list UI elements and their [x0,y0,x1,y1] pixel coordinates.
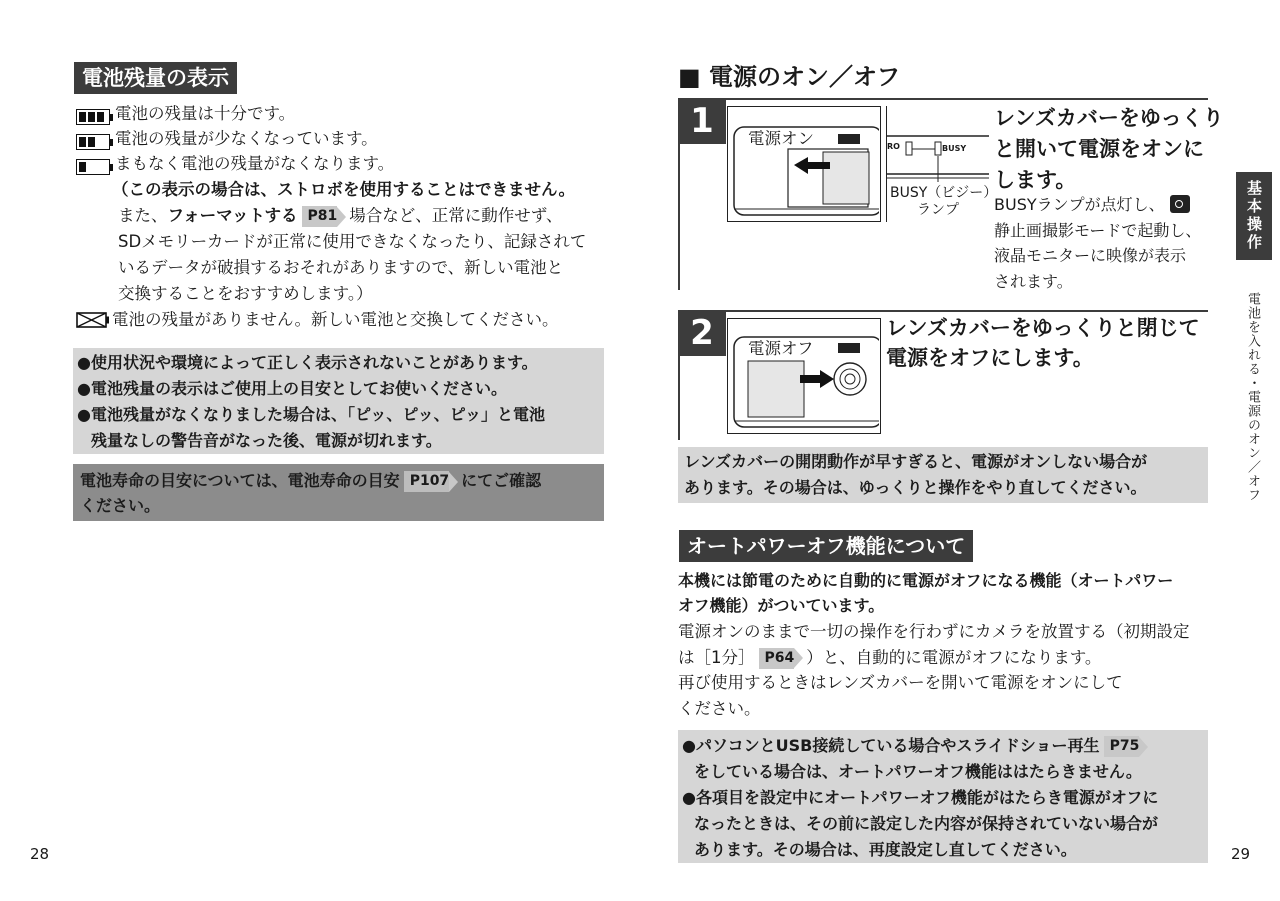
step-1-text-line [994,192,1201,218]
battery-row-half [76,126,378,152]
lamp-label-ro: RO [887,142,900,151]
battery-row-empty [76,307,559,333]
step-1-text-fragment: BUSYランプが点灯し、 [994,195,1165,214]
battery-life-text: 電池寿命の目安については、電池寿命の目安 [80,471,400,490]
step-1-text-line: されます。 [994,271,1073,291]
camera-label-power-off: 電源オフ [748,339,814,358]
auto-text-line [678,645,1190,671]
battery-life-line-2: ください。 [80,496,161,515]
step-1-rule-vertical [678,98,680,290]
page-title: ■ 電源のオン／オフ [678,63,901,91]
battery-full-icon [76,109,113,125]
note-item: 残量なしの警告音がなった後、電源が切れます。 [91,431,442,450]
format-term: フォーマットする [167,206,298,225]
caution-line-3: SDメモリーカードが正常に使用できなくなったり、記録されて [118,232,587,251]
note-item: ●電池残量の表示はご使用上の目安としてお使いください。 [77,379,507,398]
battery-empty-icon [76,312,110,328]
note-item [682,733,1143,760]
battery-life-line-1 [80,468,541,493]
busy-lamp-illustration [886,106,998,222]
auto-text-fragment: は［1分］ [678,647,755,667]
note-item: ●各項目を設定中にオートパワーオフ機能がはたらき電源がオフに [682,788,1159,807]
battery-row-full [76,101,295,127]
step-1-rule-top [678,98,1208,100]
battery-low-icon [76,159,113,175]
lamp-caption-lamp: ランプ [917,202,959,218]
page-ref-p81[interactable]: P81 [302,206,338,227]
auto-lead-line: 本機には節電のために自動的に電源がオフになる機能（オートパワー [678,571,1174,590]
note-item: をしている場合は、オートパワーオフ機能ははたらきません。 [694,762,1142,781]
step-1-text [994,192,1201,294]
section-heading-auto-power-off: オートパワーオフ機能について [679,530,973,562]
step-1-text-line: 液晶モニターに映像が表示 [994,246,1187,265]
note-box-battery [73,348,604,454]
slideshow-term: スライドショー再生 [956,736,1100,755]
note-box-auto-power-off [678,730,1208,863]
camera-label-power-on: 電源オン [748,129,814,148]
still-camera-mode-icon [1170,195,1190,213]
battery-half-icon [76,134,113,150]
page-ref-p107[interactable]: P107 [404,471,449,492]
battery-row-text: 電池の残量は十分です。 [115,104,296,123]
step-1-heading-line: します。 [994,168,1077,192]
side-chapter-text: 電池を入れる・電源のオン／オフ [1245,292,1260,502]
step-2-heading-line: レンズカバーをゆっくりと閉じて [886,316,1200,340]
lamp-caption-busy: BUSY（ビジー） [890,185,998,201]
auto-power-off-text [678,619,1190,721]
camera-open-drawing [728,107,879,220]
auto-text-line: 再び使用するときはレンズカバーを開いて電源をオンにして [678,673,1123,692]
note-item: ●電池残量がなくなりました場合は、「ピッ、ピッ、ピッ」と電池 [77,405,546,424]
note-item: あります。その場合は、ゆっくりと操作をやり直してください。 [684,478,1147,497]
step-1-text-line: 静止画撮影モードで起動し、 [994,220,1202,240]
caution-text: また、 [118,206,168,225]
step-2-heading [886,313,1200,373]
step-number-1: 1 [678,98,726,144]
auto-text-fragment: ）と、自動的に電源がオフになります。 [806,647,1102,667]
battery-row-text: 電池の残量がありません。新しい電池と交換してください。 [112,310,559,329]
caution-text: 場合など、正常に動作せず、 [349,206,563,225]
page-ref-p75[interactable]: P75 [1104,736,1140,757]
section-heading-battery: 電池残量の表示 [74,62,237,94]
page-number-left: 28 [30,845,50,863]
auto-lead-line: オフ機能）がついています。 [678,596,885,615]
step-1-heading-line: レンズカバーをゆっくり [994,106,1224,130]
note-text: ●パソコンとUSB接続している場合や [682,736,957,755]
auto-power-off-lead [678,568,1173,618]
auto-text-line: 電源オンのままで一切の操作を行わずにカメラを放置する（初期設定 [678,622,1190,641]
note-item: ●使用状況や環境によって正しく表示されないことがあります。 [77,353,538,372]
page-number-right: 29 [1231,845,1251,863]
step-2-rule-vertical [678,310,680,440]
step-2-heading-line: 電源をオフにします。 [886,346,1094,370]
step-1-heading-line: と開いて電源をオンに [994,137,1204,161]
battery-row-text: まもなく電池の残量がなくなります。 [115,154,395,173]
step-1-heading [994,103,1224,196]
step-2-rule-top [678,310,1208,312]
note-item: あります。その場合は、再度設定し直してください。 [694,840,1077,859]
note-item: なったときは、その前に設定した内容が保持されていない場合が [694,814,1159,833]
battery-row-low [76,151,394,177]
caution-line-1: （この表示の場合は、ストロボを使用することはできません。 [112,180,575,199]
battery-life-text: にてご確認 [461,471,542,490]
side-tab-basic-operations[interactable]: 基本操作編 [1236,172,1272,260]
lamp-label-busy: BUSY [942,144,967,153]
note-item: レンズカバーの開閉動作が早すぎると、電源がオンしない場合が [684,452,1148,471]
camera-illustration-off [727,318,881,434]
step-number-2: 2 [678,310,726,356]
note-box-lens-cover [678,447,1208,503]
page-ref-p64[interactable]: P64 [759,648,795,669]
auto-text-line: ください。 [678,698,761,718]
battery-row-text: 電池の残量が少なくなっています。 [115,129,378,148]
battery-life-box [73,464,604,521]
camera-illustration-on [727,106,881,222]
caution-line-5: 交換することをおすすめします。） [118,284,373,303]
caution-line-4: いるデータが破損するおそれがありますので、新しい電池と [118,258,564,277]
caution-line-2 [118,203,562,229]
